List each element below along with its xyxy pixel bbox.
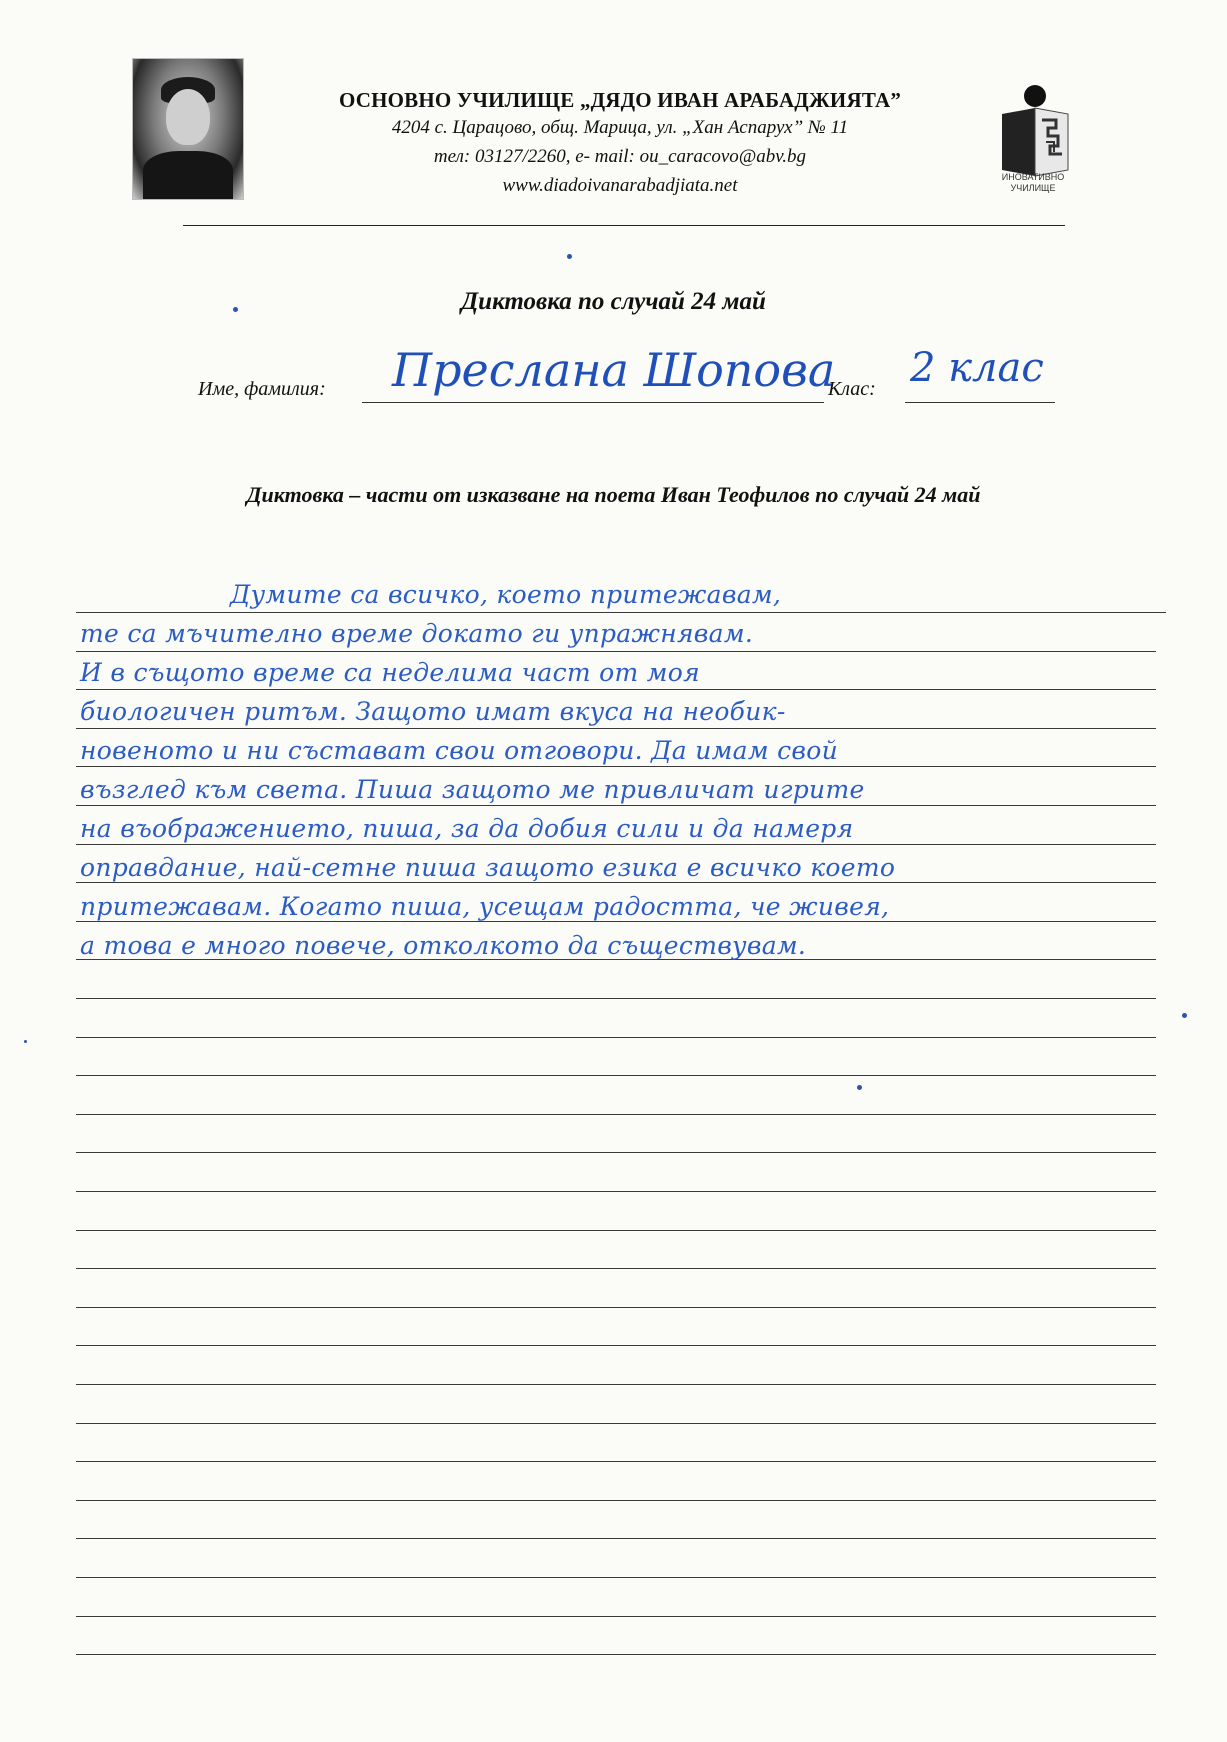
- logo-caption-line-2: УЧИЛИЩЕ: [1010, 183, 1056, 193]
- logo-caption: [978, 172, 1088, 194]
- school-website: www.diadoivanarabadjiata.net: [502, 175, 738, 196]
- dictation-line: И в същото време са неделима част от моя: [80, 658, 701, 687]
- ruled-line: [76, 689, 1156, 690]
- ruled-line: [76, 805, 1156, 806]
- ruled-line: [76, 1384, 1156, 1385]
- ruled-line: [76, 998, 1156, 999]
- ruled-line: [76, 1461, 1156, 1462]
- name-underline: [362, 402, 824, 403]
- ruled-line: [76, 844, 1156, 845]
- class-value: 2 клас: [910, 345, 1044, 391]
- dictation-line: оправдание, най-сетне пиша защото езика е всичко което: [80, 853, 896, 882]
- dictation-line: възглед към света. Пиша защото ме привличат игрите: [80, 775, 865, 804]
- name-label: Име, фамилия:: [198, 378, 326, 400]
- ruled-line: [76, 1191, 1156, 1192]
- ruled-line: [76, 1230, 1156, 1231]
- name-value: Преслана Шопова: [392, 343, 836, 397]
- page-title: Диктовка по случай 24 май: [461, 288, 766, 315]
- ruled-line: [76, 651, 1156, 652]
- school-address: 4204 с. Царацово, общ. Марица, ул. „Хан Аспарух” № 11: [391, 117, 849, 138]
- ruled-line: [76, 1616, 1156, 1617]
- dictation-line: новеното и ни състават свои отговори. Да имам свой: [80, 736, 839, 765]
- logo-caption-line-1: ИНОВАТИВНО: [1001, 172, 1065, 182]
- ruled-line: [76, 766, 1156, 767]
- ruled-line: [76, 1152, 1156, 1153]
- dictation-line: а това е много повече, отколкото да съществувам.: [80, 931, 807, 960]
- class-label: Клас:: [828, 378, 876, 400]
- ruled-line: [76, 1654, 1156, 1655]
- ruled-line: [76, 1268, 1156, 1269]
- ruled-line: [76, 1037, 1156, 1038]
- ink-speck: [233, 307, 238, 312]
- ruled-line: [76, 1307, 1156, 1308]
- dictation-line: Думите са всичко, което притежавам,: [230, 580, 782, 609]
- ink-speck: [1182, 1013, 1187, 1018]
- ruled-line: [76, 728, 1156, 729]
- school-contact: тел: 03127/2260, е- mail: ou_caracovo@abv.bg: [433, 146, 807, 167]
- ruled-line: [76, 1538, 1156, 1539]
- founder-portrait: [132, 58, 244, 200]
- ruled-line: [76, 612, 1166, 613]
- portrait-face: [166, 89, 210, 145]
- dictation-line: притежавам. Когато пиша, усещам радостта, че живея,: [80, 892, 890, 921]
- ruled-line: [76, 1423, 1156, 1424]
- ruled-line: [76, 1075, 1156, 1076]
- ink-speck: [857, 1085, 862, 1090]
- dictation-line: биологичен ритъм. Защото имат вкуса на необик-: [80, 697, 786, 726]
- ink-speck: [567, 254, 572, 259]
- ruled-line: [76, 1500, 1156, 1501]
- ruled-line: [76, 1114, 1156, 1115]
- ruled-line: [76, 921, 1156, 922]
- dictation-subtitle: Диктовка – части от изказване на поета Иван Теофилов по случай 24 май: [246, 482, 981, 507]
- ruled-line: [76, 882, 1156, 883]
- dictation-line: на въображението, пиша, за да добия сили и да намеря: [80, 814, 854, 843]
- ruled-line: [76, 1577, 1156, 1578]
- dictation-line: те са мъчително време докато ги упражнявам.: [80, 619, 754, 648]
- header-divider: [183, 225, 1065, 226]
- class-underline: [905, 402, 1055, 403]
- portrait-coat: [143, 151, 233, 199]
- school-name: ОСНОВНО УЧИЛИЩЕ „ДЯДО ИВАН АРАБАДЖИЯТА”: [338, 88, 902, 112]
- ink-speck: [24, 1040, 27, 1043]
- ruled-line: [76, 1345, 1156, 1346]
